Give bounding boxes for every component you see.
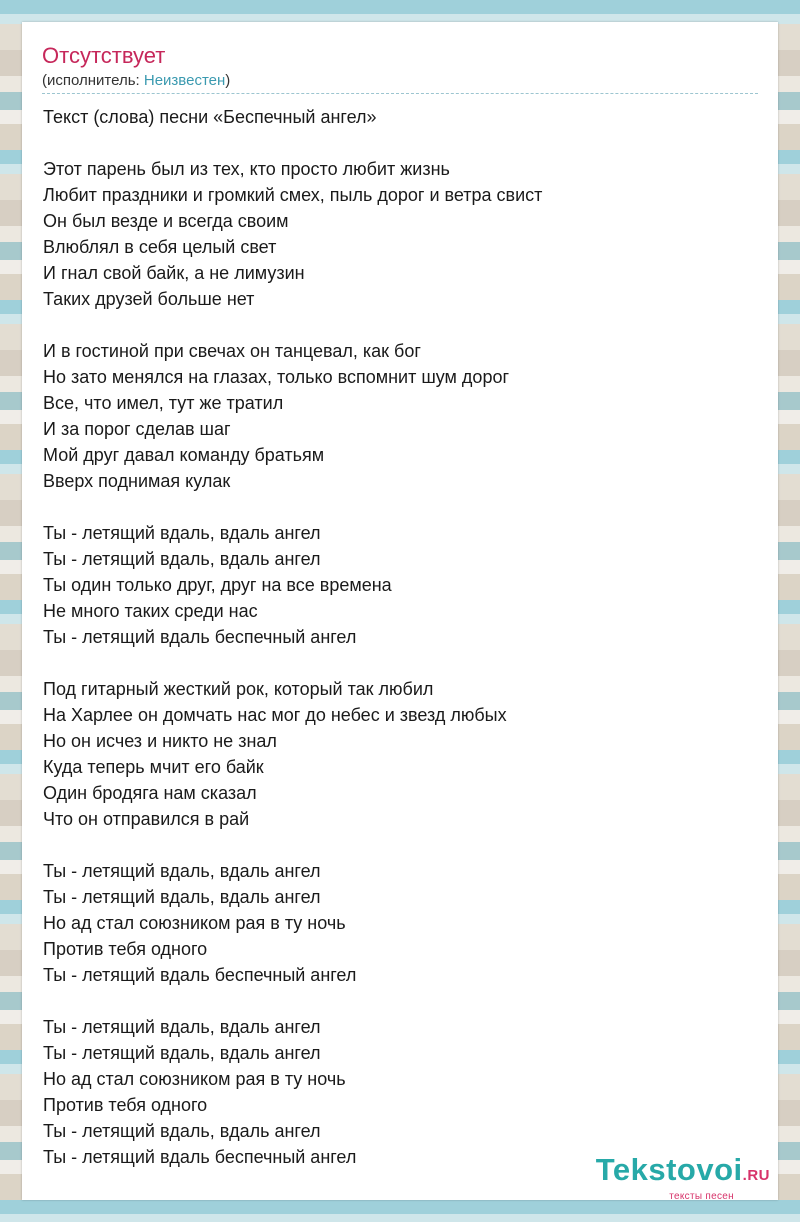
lyric-line: Ты - летящий вдаль беспечный ангел — [43, 1147, 357, 1167]
lyric-line: Что он отправился в рай — [43, 809, 250, 829]
lyric-line: Против тебя одного — [43, 1095, 208, 1115]
lyric-line: Но зато менялся на глазах, только вспомнит шум дорог — [43, 367, 510, 387]
lyric-line: Ты - летящий вдаль, вдаль ангел — [43, 549, 321, 569]
lyric-line: Ты - летящий вдаль беспечный ангел — [43, 965, 357, 985]
stanza-gap — [43, 494, 743, 520]
lyric-line: Вверх поднимая кулак — [43, 471, 231, 491]
lyric-line: Ты - летящий вдаль, вдаль ангел — [43, 1043, 321, 1063]
lyric-line: На Харлее он домчать нас мог до небес и звезд любых — [43, 705, 507, 725]
lyric-line: Ты - летящий вдаль, вдаль ангел — [43, 1017, 321, 1037]
lyric-line: Под гитарный жесткий рок, который так любил — [43, 679, 434, 699]
lyric-line: И за порог сделав шаг — [43, 419, 231, 439]
lyric-line: Против тебя одного — [43, 939, 208, 959]
lyric-line: Он был везде и всегда своим — [43, 211, 289, 231]
lyric-line: Ты - летящий вдаль, вдаль ангел — [43, 861, 321, 881]
lyric-line: Влюблял в себя целый свет — [43, 237, 277, 257]
stanza-gap — [43, 650, 743, 676]
lyric-line: Один бродяга нам сказал — [43, 783, 257, 803]
lyric-line: Ты - летящий вдаль беспечный ангел — [43, 627, 357, 647]
lyrics-card — [22, 22, 778, 1200]
logo-wordmark: Tekstovoi.RU — [595, 1152, 770, 1187]
lyric-line: Любит праздники и громкий смех, пыль дорог и ветра свист — [43, 185, 543, 205]
stanza-gap — [43, 130, 743, 156]
stanza-gap — [43, 312, 743, 338]
lyrics-text — [43, 104, 743, 1170]
lyric-line: Таких друзей больше нет — [43, 289, 255, 309]
lyric-line: Но ад стал союзником рая в ту ночь — [43, 913, 346, 933]
lyric-line: Все, что имел, тут же тратил — [43, 393, 284, 413]
lyric-line: И гнал свой байк, а не лимузин — [43, 263, 305, 283]
header-divider — [42, 93, 758, 94]
lyric-line: Ты - летящий вдаль, вдаль ангел — [43, 887, 321, 907]
lyric-line: Этот парень был из тех, кто просто любит жизнь — [43, 159, 450, 179]
song-title: Отсутствует — [42, 43, 166, 68]
song-header — [42, 42, 758, 94]
lyric-line: Ты - летящий вдаль, вдаль ангел — [43, 1121, 321, 1141]
logo-subtitle: тексты песен — [669, 1191, 734, 1202]
lyric-line: Не много таких среди нас — [43, 601, 258, 621]
artist-prefix: (исполнитель: — [42, 72, 144, 89]
lyric-line: Ты - летящий вдаль, вдаль ангел — [43, 523, 321, 543]
lyric-line: Куда теперь мчит его байк — [43, 757, 264, 777]
lyric-line: Но он исчез и никто не знал — [43, 731, 277, 751]
lyric-line: Ты один только друг, друг на все времена — [43, 575, 392, 595]
lyric-line: Мой друг давал команду братьям — [43, 445, 325, 465]
artist-suffix: ) — [225, 72, 231, 89]
artist-line — [42, 71, 758, 91]
artist-link[interactable]: Неизвестен — [143, 72, 226, 89]
logo-tld: .RU — [742, 1167, 770, 1184]
lyric-line: Но ад стал союзником рая в ту ночь — [43, 1069, 346, 1089]
stanza-gap — [43, 832, 743, 858]
lyric-line: И в гостиной при свечах он танцевал, как бог — [43, 341, 421, 361]
stanza-gap — [43, 988, 743, 1014]
site-logo[interactable] — [560, 1152, 770, 1202]
lyrics-heading: Текст (слова) песни «Беспечный ангел» — [43, 107, 377, 127]
